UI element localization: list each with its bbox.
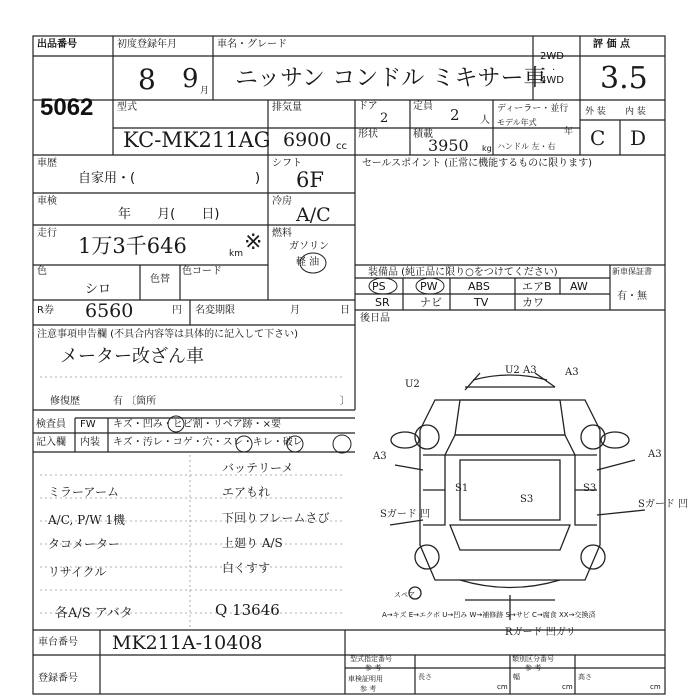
- score: 3.5: [600, 61, 648, 96]
- car-name: ニッサン コンドル ミキサー車: [235, 65, 547, 91]
- first-registration-year: 8: [138, 63, 156, 96]
- diagram-label: A3: [373, 451, 387, 462]
- handwritten-note-right: 上廻り A/S: [222, 536, 283, 550]
- diagram-label: A3: [648, 449, 662, 460]
- recorder-items: キズ・汚レ・コゲ・穴・スレ・キレ・破レ: [113, 437, 303, 448]
- color-change-label: 色替: [150, 274, 170, 285]
- mileage-mark: ※: [244, 230, 263, 255]
- load-label: 積載: [413, 129, 433, 140]
- spare-label: スペア: [394, 591, 415, 599]
- height-label: 高さ: [578, 673, 592, 681]
- name-change-label: 名変期限: [195, 305, 235, 316]
- capacity: 2: [450, 106, 460, 124]
- equipment-item: ナビ: [420, 296, 442, 309]
- warranty-value: 有・無: [617, 291, 647, 302]
- recycle-label: R券: [37, 305, 54, 316]
- recycle-unit: 円: [172, 305, 182, 316]
- color: シロ: [85, 282, 112, 297]
- ac: A/C: [296, 204, 331, 226]
- history-close: ): [255, 171, 261, 186]
- handwritten-note-right: 下回りフレームさび: [222, 511, 330, 525]
- equipment-item: エアB: [522, 280, 552, 293]
- handwritten-note-left: ミラーアーム: [48, 485, 120, 499]
- equipment-item: カワ: [522, 296, 544, 309]
- notes-text: メーター改ざん車: [60, 346, 204, 367]
- chassis-number: MK211A-10408: [112, 632, 263, 654]
- diagram-label: S3: [520, 494, 534, 505]
- drive-separator: ·: [552, 65, 556, 76]
- drive-2wd: 2WD: [540, 51, 564, 62]
- diagram-label: S3: [583, 483, 597, 494]
- class-label: 類別区分番号: [512, 655, 554, 663]
- doors: 2: [380, 111, 389, 126]
- diagram-label: S1: [455, 483, 469, 494]
- fuel-label: 燃料: [272, 228, 292, 239]
- handwritten-note-right: 白くすす: [222, 561, 271, 575]
- color-code-label: 色コード: [182, 266, 222, 277]
- car-name-label: 車名・グレード: [217, 39, 287, 50]
- registration-label: 登録番号: [38, 673, 78, 684]
- repair-history-close: 〕: [340, 396, 350, 407]
- score-label: 評 価 点: [593, 39, 630, 50]
- shift: 6F: [296, 168, 324, 192]
- repair-history-label: 修復歴: [50, 396, 80, 407]
- width-label: 幅: [513, 673, 520, 681]
- exterior-label: 外 装: [585, 107, 606, 117]
- chassis-label: 車台番号: [38, 637, 78, 648]
- inspection-value: 年 月( 日): [118, 207, 220, 222]
- interior-grade: D: [630, 126, 647, 150]
- class-ref: 参 考: [525, 664, 542, 672]
- handwritten-note-right: エアもれ: [222, 485, 271, 499]
- recorder-label: 記入欄: [36, 437, 66, 448]
- equipment-label: 装備品 (純正品に限り○をつけてください): [368, 267, 558, 278]
- equipment-item: ABS: [468, 280, 490, 293]
- handwritten-note-right: バッテリーメ: [222, 461, 294, 475]
- diagram-label: U2 A3: [505, 365, 537, 376]
- displacement-label: 排気量: [272, 102, 302, 113]
- diagram-label: Sガード 凹: [638, 499, 689, 510]
- doors-label: ドア: [358, 101, 378, 112]
- tail-note: 各A/S アバタ: [55, 606, 133, 621]
- fuel-diesel: 軽 油: [296, 257, 320, 268]
- equipment-item: SR: [375, 296, 390, 309]
- name-change-day: 日: [340, 305, 350, 316]
- exterior-grade: C: [590, 126, 606, 150]
- diagram-label: Rガード 凹ガリ: [505, 627, 576, 638]
- diagram-label: Sガード 凹: [380, 509, 431, 520]
- cert-ref: 参 考: [360, 685, 377, 693]
- mileage-label: 走行: [37, 228, 57, 239]
- equipment-item: PS: [372, 280, 386, 293]
- interior-label: 内 装: [625, 107, 646, 117]
- height-unit: cm: [650, 683, 661, 691]
- sales-point-label: セールスポイント (正常に機能するものに限ります): [362, 158, 593, 169]
- diagram-label: A3: [565, 367, 579, 378]
- damage-legend: A→キズ E→エクボ U→凹み W→補修跡 S→サビ C→腐食 XX→交換済: [382, 611, 596, 619]
- length-unit: cm: [497, 683, 508, 691]
- name-change-month: 月: [290, 305, 300, 316]
- model-year-label: モデル年式: [497, 118, 537, 127]
- cert-label: 車検証明用: [348, 675, 383, 683]
- month-unit: 月: [200, 86, 210, 96]
- displacement-unit: cc: [336, 141, 347, 152]
- repair-history-value: 有 〔箇所: [113, 396, 157, 407]
- diagram-label: U2: [405, 379, 420, 390]
- model-year-unit: 年: [564, 127, 574, 137]
- displacement: 6900: [283, 129, 332, 151]
- inspection-label: 車検: [37, 196, 57, 207]
- history-value: 自家用・(: [78, 171, 136, 186]
- capacity-unit: 人: [480, 115, 490, 126]
- model: KC-MK211AG: [123, 128, 271, 152]
- handwritten-note-left: A/C, P/W 1機: [48, 513, 125, 527]
- fuel-gasoline: ガソリン: [289, 241, 329, 252]
- lot-number-label: 出品番号: [37, 39, 77, 50]
- width-unit: cm: [562, 683, 573, 691]
- handwritten-note-left: リサイクル: [48, 565, 107, 579]
- warranty-label: 新車保証書: [612, 267, 652, 276]
- type-spec-label: 型式指定番号: [350, 655, 392, 663]
- lot-number: 5062: [40, 94, 94, 121]
- inspector-box: FW: [80, 419, 96, 430]
- mileage: 1万3千646: [78, 234, 187, 258]
- shape-label: 形状: [358, 129, 378, 140]
- retrofit-label: 後日品: [360, 313, 390, 324]
- first-registration-label: 初度登録年月: [117, 39, 177, 50]
- handle-label: ハンドル 左・右: [497, 142, 556, 151]
- length-label: 長さ: [418, 673, 432, 681]
- dealer-label: ディーラー・並行: [497, 104, 569, 114]
- history-label: 車歴: [37, 158, 57, 169]
- recycle-value: 6560: [85, 300, 134, 322]
- handwritten-note-left: タコメーター: [48, 537, 121, 551]
- mileage-unit: km: [229, 249, 243, 259]
- inspector-items: キズ・凹み・ヒビ割・リペア跡・×要: [113, 419, 281, 430]
- equipment-item: PW: [420, 280, 438, 293]
- first-registration-month: 9: [182, 64, 199, 94]
- recorder-box: 内装: [80, 437, 100, 448]
- load-unit: kg: [482, 144, 492, 153]
- capacity-label: 定員: [413, 101, 433, 112]
- odometer-note: Q 13646: [215, 601, 280, 619]
- drive-4wd: 4WD: [540, 75, 564, 86]
- ac-label: 冷房: [272, 196, 292, 207]
- color-label: 色: [37, 266, 47, 277]
- shift-label: シフト: [272, 158, 302, 169]
- load: 3950: [428, 136, 469, 155]
- type-spec-ref: 参 考: [365, 664, 382, 672]
- model-label: 型式: [117, 102, 137, 113]
- equipment-item: TV: [474, 296, 489, 309]
- inspector-label: 検査員: [36, 419, 66, 430]
- equipment-item: AW: [570, 280, 588, 293]
- notes-label: 注意事項申告欄 (不具合内容等は具体的に記入して下さい): [37, 329, 298, 340]
